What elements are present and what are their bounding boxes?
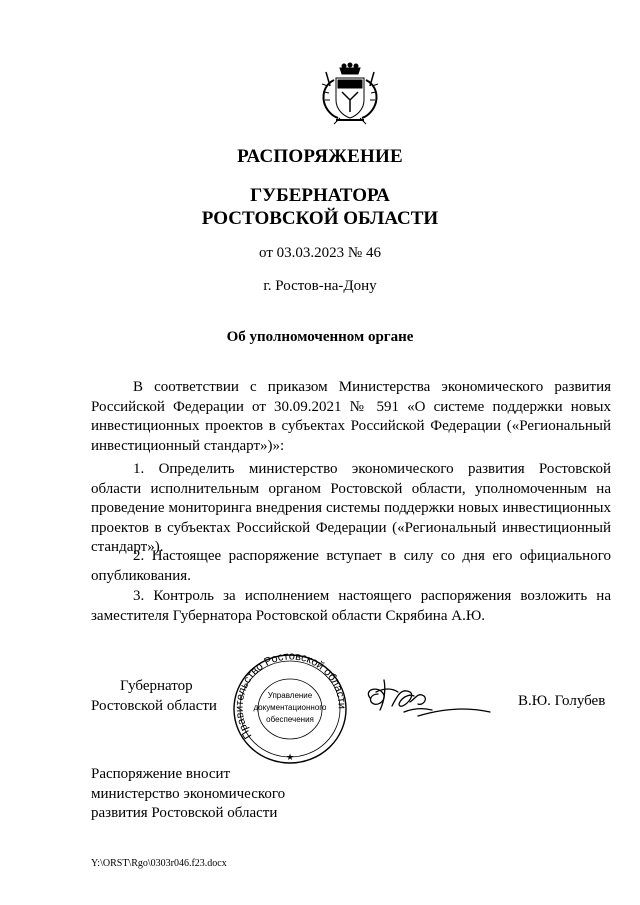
list-item [91,587,611,626]
issuer-line-2: РОСТОВСКОЙ ОБЛАСТИ [201,208,439,229]
submitter-block [91,765,351,824]
signer-position [91,676,231,716]
preamble-paragraph [91,378,611,456]
submitter-line-1: Распоряжение вносит [91,766,231,782]
stamp-inner-line-3: обеспечения [266,715,314,724]
list-item [91,547,611,586]
place-line: г. Ростов-на-Дону [263,278,377,294]
issuer-line-1: ГУБЕРНАТОРА [250,185,390,206]
signer-position-line-1: Губернатор [120,678,193,694]
stamp-inner-line-1: Управление [267,691,313,700]
submitter-line-3: развития Ростовской области [91,805,278,821]
list-item-1-text: 1. Определить министерство экономического развития Ростовской области исполнительным органом Ростовской области, уполномоченным на проведение мониторинга внедрения системы поддержки новых инвестиционных проектов в субъектах Российской Федерации («Региональный инвестиционный стандарт»). [91,461,611,555]
file-path-footer: Y:\ORST\Rgo\0303r046.f23.docx [91,858,227,869]
signer-name: В.Ю. Голубев [518,693,606,709]
stamp-inner-line-2: документационного [253,703,327,712]
coat-of-arms-icon [316,62,384,126]
preamble-text: В соответствии с приказом Министерства экономического развития Российской Федерации от 30.09.2021 № 591 «О системе поддержки новых инвестиционных проектов в субъектах Российской Федерации («Региональный инвестиционный стандарт»)»: [91,379,611,454]
signer-position-line-2: Ростовской области [91,698,217,714]
list-item-3-text: 3. Контроль за исполнением настоящего распоряжения возложить на заместителя Губернатора Ростовской области Скрябина А.Ю. [91,588,611,624]
submitter-line-2: министерство экономического [91,785,286,802]
list-item [91,460,611,558]
date-number-line: от 03.03.2023 № 46 [259,245,381,261]
stamp-star-icon: ★ [285,752,295,762]
subject-heading: Об уполномоченном органе [226,329,414,345]
document-type: РАСПОРЯЖЕНИЕ [237,146,403,167]
issuer-title [0,184,640,230]
stamp-outer-text: Правительство Ростовской области [233,650,348,741]
official-stamp [228,650,356,768]
handwritten-signature [358,672,494,730]
list-item-2-text: 2. Настоящее распоряжение вступает в силу со дня его официального опубликования. [91,548,611,584]
